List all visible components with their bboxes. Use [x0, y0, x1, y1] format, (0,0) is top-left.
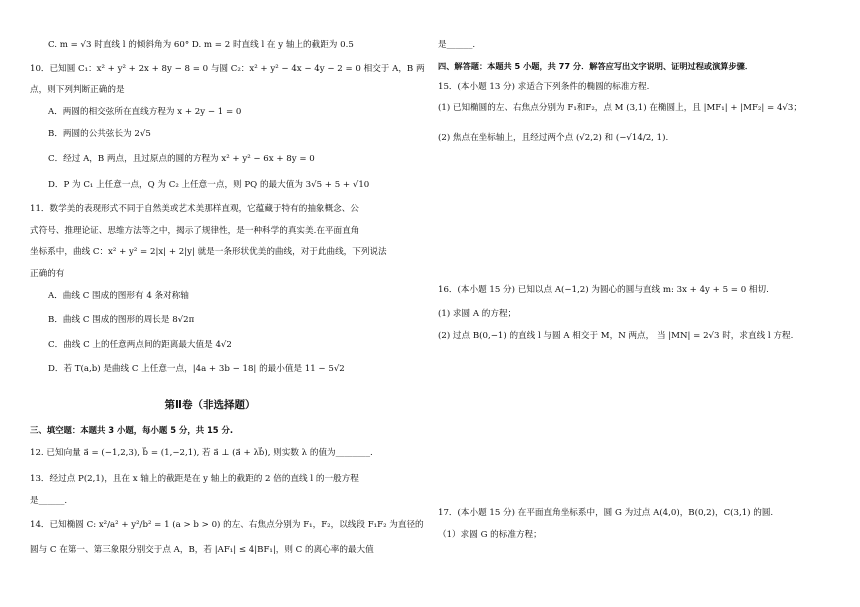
- question-11-stem-cont2: 坐标系中，曲线 C：x² + y² = 2|x| + 2|y| 就是一条形状优美的曲线，对于此曲线，下列说法: [30, 247, 387, 257]
- question-14: 14．已知椭圆 C: x²/a² + y²/b² = 1 (a > b > 0) 的左、右焦点分别为 F₁，F₂，以线段 F₁F₂ 为直径的: [30, 520, 424, 530]
- question-11-option-b: B．曲线 C 围成的图形的周长是 8√2π: [48, 315, 195, 325]
- question-14-answer-blank: 是______.: [438, 40, 476, 50]
- question-15-part-2: (2) 焦点在坐标轴上，且经过两个点 (√2,2) 和 (−√14/2, 1).: [438, 133, 669, 143]
- question-10-option-a: A．两圆的相交弦所在直线方程为 x + 2y − 1 = 0: [48, 107, 242, 117]
- question-11-option-d: D．若 T(a,b) 是曲线 C 上任意一点，|4a + 3b − 18| 的最小值是 11 − 5√2: [48, 364, 345, 374]
- question-10-stem: 10．已知圆 C₁：x² + y² + 2x + 8y − 8 = 0 与圆 C₂：x² + y² − 4x − 4y − 2 = 0 相交于 A，B 两: [30, 64, 425, 74]
- question-16: 16．(本小题 15 分) 已知以点 A(−1,2) 为圆心的圆与直线 m: 3x + 4y + 5 = 0 相切.: [438, 285, 769, 295]
- question-16-part-1: (1) 求圆 A 的方程；: [438, 309, 517, 319]
- question-15-part-1: (1) 已知椭圆的左、右焦点分别为 F₁和F₂，点 M (3,1) 在椭圆上，且 |MF₁| + |MF₂| = 4√3；: [438, 103, 802, 113]
- question-11-option-a: A．曲线 C 围成的图形有 4 条对称轴: [48, 291, 189, 301]
- question-11-option-c: C．曲线 C 上的任意两点间的距离最大值是 4√2: [48, 340, 232, 350]
- fill-in-section-header: 三、填空题：本题共 3 小题，每小题 5 分，共 15 分.: [30, 425, 234, 435]
- question-17: 17．(本小题 15 分) 在平面直角坐标系中，圆 G 为过点 A(4,0)，B(0,2)，C(3,1) 的圆.: [438, 508, 774, 518]
- question-16-part-2: (2) 过点 B(0,−1) 的直线 l 与圆 A 相交于 M，N 两点， 当 |MN| = 2√3 时，求直线 l 方程.: [438, 331, 794, 341]
- question-11-stem-cont1: 式符号、推理论证、思维方法等之中，揭示了规律性，是一种科学的真实美.在平面直角: [30, 226, 360, 236]
- question-11-stem-cont3: 正确的有: [30, 269, 65, 279]
- question-11-stem: 11．数学美的表现形式不同于自然美或艺术美那样直观，它蕴藏于特有的抽象概念、公: [30, 204, 359, 214]
- question-10-option-b: B．两圆的公共弦长为 2√5: [48, 129, 151, 139]
- question-10-option-c: C．经过 A，B 两点，且过原点的圆的方程为 x² + y² − 6x + 8y = 0: [48, 154, 315, 164]
- question-17-part-1: （1）求圆 G 的标准方程；: [438, 530, 542, 540]
- question-12: 12. 已知向量 a⃗ = (−1,2,3), b⃗ = (1,−2,1), 若 a⃗ ⊥ (a⃗ + λb⃗), 则实数 λ 的值为________.: [30, 448, 373, 458]
- question-13: 13．经过点 P(2,1)，且在 x 轴上的截距是在 y 轴上的截距的 2 倍的直线 l 的一般方程: [30, 474, 359, 484]
- question-15: 15．(本小题 13 分) 求适合下列条件的椭圆的标准方程.: [438, 82, 650, 92]
- part-2-title: 第Ⅱ卷（非选择题）: [164, 399, 256, 411]
- question-13-blank: 是______.: [30, 496, 68, 506]
- question-10-option-d: D．P 为 C₁ 上任意一点，Q 为 C₂ 上任意一点，则 PQ 的最大值为 3√5 + 5 + √10: [48, 180, 370, 190]
- question-10-stem-cont: 点，则下列判断正确的是: [30, 85, 125, 95]
- solution-section-header: 四、解答题：本题共 5 小题，共 77 分．解答应写出文字说明、证明过程或演算步骤．: [438, 61, 754, 71]
- question-14-cont: 圆与 C 在第一、第三象限分别交于点 A，B，若 |AF₁| ≤ 4|BF₁|，则 C 的离心率的最大值: [30, 545, 374, 555]
- option-line-c-d: C. m = √3 时直线 l 的倾斜角为 60° D. m = 2 时直线 l 在 y 轴上的截距为 0.5: [48, 40, 354, 50]
